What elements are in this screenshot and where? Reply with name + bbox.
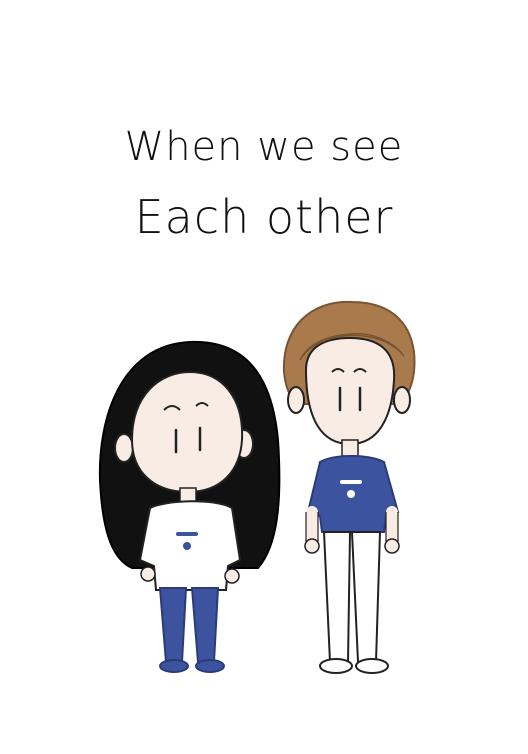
girl-right-shoe xyxy=(196,660,224,672)
girl-face xyxy=(132,372,242,492)
caption-line-1: When we see xyxy=(124,124,404,170)
boy-left-hand xyxy=(305,539,319,553)
boy-character xyxy=(284,302,415,673)
boy-shirt-logo-dot xyxy=(347,490,355,498)
boy-shirt-logo-bar xyxy=(340,480,362,484)
boy-left-ear xyxy=(288,387,304,413)
girl-right-hand xyxy=(225,569,239,583)
caption-line-2: Each other xyxy=(134,190,394,244)
girl-left-hand xyxy=(141,567,155,581)
girl-left-ear xyxy=(115,434,133,462)
girl-character xyxy=(100,342,280,672)
boy-left-shoe xyxy=(320,659,352,673)
boy-face xyxy=(306,338,394,444)
boy-left-leg xyxy=(324,532,350,662)
boy-right-leg xyxy=(352,532,380,662)
boy-neck xyxy=(342,440,358,456)
girl-right-leg xyxy=(192,588,218,662)
boy-right-hand xyxy=(385,539,399,553)
boy-right-shoe xyxy=(356,659,388,673)
girl-shirt-logo-dot xyxy=(183,542,191,550)
girl-left-leg xyxy=(160,588,186,662)
boy-right-ear xyxy=(394,387,410,413)
girl-shirt-logo-bar xyxy=(176,532,198,536)
girl-left-shoe xyxy=(160,660,188,672)
